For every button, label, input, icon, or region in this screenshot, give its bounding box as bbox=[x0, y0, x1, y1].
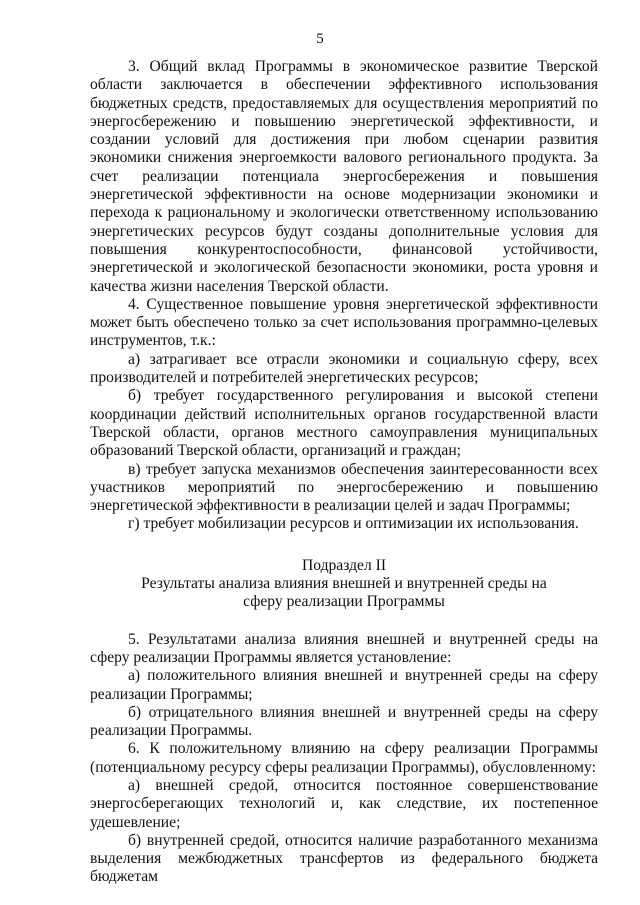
paragraph-5: 5. Результатами анализа влияния внешней и внутренней среды на сферу реализации Программы является установление: bbox=[90, 630, 598, 666]
paragraph-6a: а) внешней средой, относится постоянное совершенствование энергосберегающих технологий и, как следствие, их постепенное удешевление; bbox=[90, 776, 598, 831]
paragraph-4b: б) требует государственного регулирования и высокой степени координации действий исполнительных органов государственной власти Тверской области, органов местного самоуправления муниципальных образований Тверской области, организаций и граждан; bbox=[90, 387, 598, 460]
paragraph-6: 6. К положительному влиянию на сферу реализации Программы (потенциальному ресурсу сферы реализации Программы), обусловленному: bbox=[90, 740, 598, 776]
paragraph-5a: а) положительного влияния внешней и внутренней среды на сферу реализации Программы; bbox=[90, 667, 598, 703]
page-number: 5 bbox=[316, 31, 324, 47]
section-label: Подраздел II bbox=[301, 556, 387, 574]
paragraph-4a: а) затрагивает все отрасли экономики и социальную сферу, всех производителей и потребителей энергетических ресурсов; bbox=[90, 350, 598, 387]
section-title: Результаты анализа влияния внешней и внутренней среды на сферу реализации Программы bbox=[141, 575, 547, 611]
paragraph-5b: б) отрицательного влияния внешней и внутренней среды на сферу реализации Программы. bbox=[90, 703, 598, 740]
document-body bbox=[90, 58, 598, 887]
paragraph-4: 4. Существенное повышение уровня энергетической эффективности может быть обеспечено только за счет использования программно-целевых инструментов, т.к.: bbox=[90, 295, 598, 350]
paragraph-4c: в) требует запуска механизмов обеспечения заинтересованности всех участников мероприятий по энергосбережению и повышению энергетической эффективности в реализации целей и задач Программы; bbox=[90, 460, 598, 515]
paragraph-3: 3. Общий вклад Программы в экономическое развитие Тверской области заключается в обеспечении эффективного использования бюджетных средств, предоставляемых для осуществления мероприятий по энергосбережению и повышению энергетической эффективности, и создании условий для достижения при любом сценарии развития экономики снижения энергоемкости валового регионального продукта. За счет реализации потенциала энергосбережения и повышения энергетической эффективности на основе модернизации экономики и перехода к рациональному и экологически ответственному использованию энергетических ресурсов будут созданы дополнительные условия для повышения конкурентоспособности, финансовой устойчивости, энергетической и экологической безопасности экономики, роста уровня и качества жизни населения Тверской области. bbox=[90, 58, 598, 295]
paragraph-4d: г) требует мобилизации ресурсов и оптимизации их использования. bbox=[128, 515, 579, 533]
paragraph-6b: б) внутренней средой, относится наличие разработанного механизма выделения межбюджетных трансфертов из федерального бюджета бюджетам bbox=[90, 831, 598, 886]
section-heading bbox=[90, 557, 598, 612]
